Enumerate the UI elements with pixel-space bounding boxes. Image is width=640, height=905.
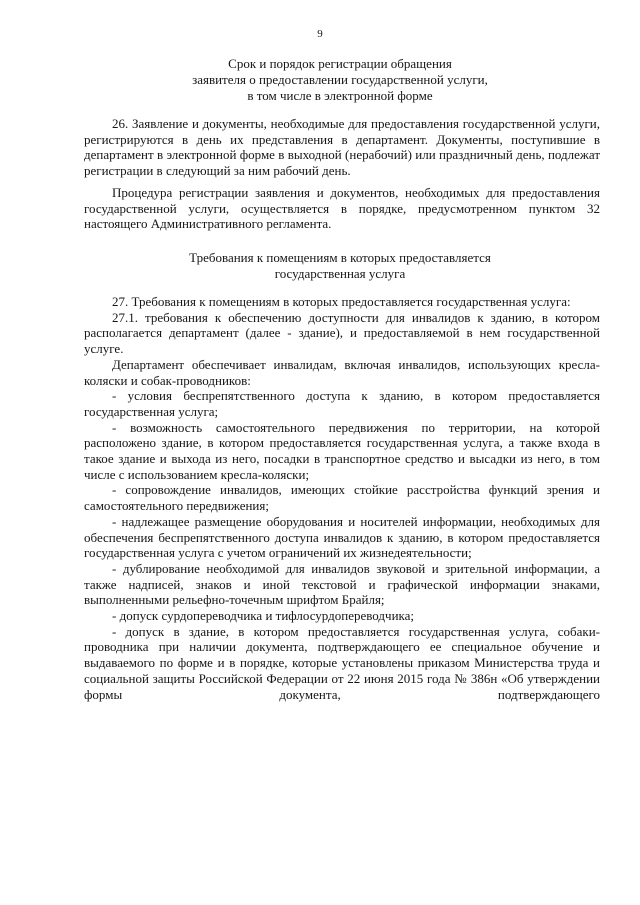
section-body-registration — [84, 116, 600, 232]
section-heading-registration — [60, 56, 620, 104]
heading-line: Срок и порядок регистрации обращения — [228, 56, 452, 71]
list-item-movement: - возможность самостоятельного передвижения по территории, на которой расположено здание, в котором предоставляется государственная услуга, а также входа в такое здание и выхода из него, посадки в транспортное средство и высадки из него, в том числе с использованием кресла-коляски; — [84, 419, 600, 482]
section-body-premises — [84, 294, 600, 702]
list-item-equipment: - надлежащее размещение оборудования и носителей информации, необходимых для обеспечения беспрепятственного доступа инвалидов к зданию, в котором предоставляется государственная услуга с учетом ограничений их жизнедеятельности; — [84, 513, 600, 561]
paragraph-26: 26. Заявление и документы, необходимые для предоставления государственной услуги, регистрируются в день их представления в департамент. Документы, поступившие в департамент в электронной форме в выходной (нерабочий) или праздничный день, подлежат регистрации в следующий за ним рабочий день. — [84, 116, 600, 179]
list-item-access-conditions: - условия беспрепятственного доступа к зданию, в котором предоставляется государственная услуга; — [84, 388, 600, 419]
paragraph-procedure: Процедура регистрации заявления и документов, необходимых для предоставления государственной услуги, осуществляется в порядке, предусмотренном пунктом 32 настоящего Административного регламента. — [84, 184, 600, 232]
paragraph-27: 27. Требования к помещениям в которых предоставляется государственная услуга: — [112, 294, 571, 309]
list-item-duplication: - дублирование необходимой для инвалидов звуковой и зрительной информации, а также надписей, знаков и иной текстовой и графической информации знаками, выполненными рельефно-точечным шрифтом Брайля; — [84, 560, 600, 608]
paragraph-department-provides: Департамент обеспечивает инвалидам, включая инвалидов, использующих кресла-коляски и собак-проводников: — [84, 356, 600, 388]
heading-line: заявителя о предоставлении государственной услуги, — [192, 72, 488, 87]
list-item-sign-interpreter: - допуск сурдопереводчика и тифлосурдопереводчика; — [112, 608, 415, 624]
heading-line: государственная услуга — [274, 266, 406, 281]
heading-line: в том числе в электронной форме — [247, 88, 433, 103]
paragraph-27-1: 27.1. требования к обеспечению доступности для инвалидов к зданию, в котором располагается департамент (далее - здание), и предоставляемой в нем государственной услуге. — [84, 309, 600, 357]
list-item-guide-dog: - допуск в здание, в котором предоставляется государственная услуга, собаки-проводника при наличии документа, подтверждающего ее специальное обучение и выдаваемого по форме и в порядке, которые установлены приказом Министерства труда и социальной защиты Российской Федерации от 22 июня 2015 года № 386н «Об утверждении формы документа, подтверждающего — [84, 623, 600, 702]
section-heading-premises — [60, 250, 620, 282]
heading-line: Требования к помещениям в которых предоставляется — [189, 250, 491, 265]
list-item-escort: - сопровождение инвалидов, имеющих стойкие расстройства функций зрения и самостоятельного передвижения; — [84, 482, 600, 514]
page-number: 9 — [317, 28, 323, 40]
